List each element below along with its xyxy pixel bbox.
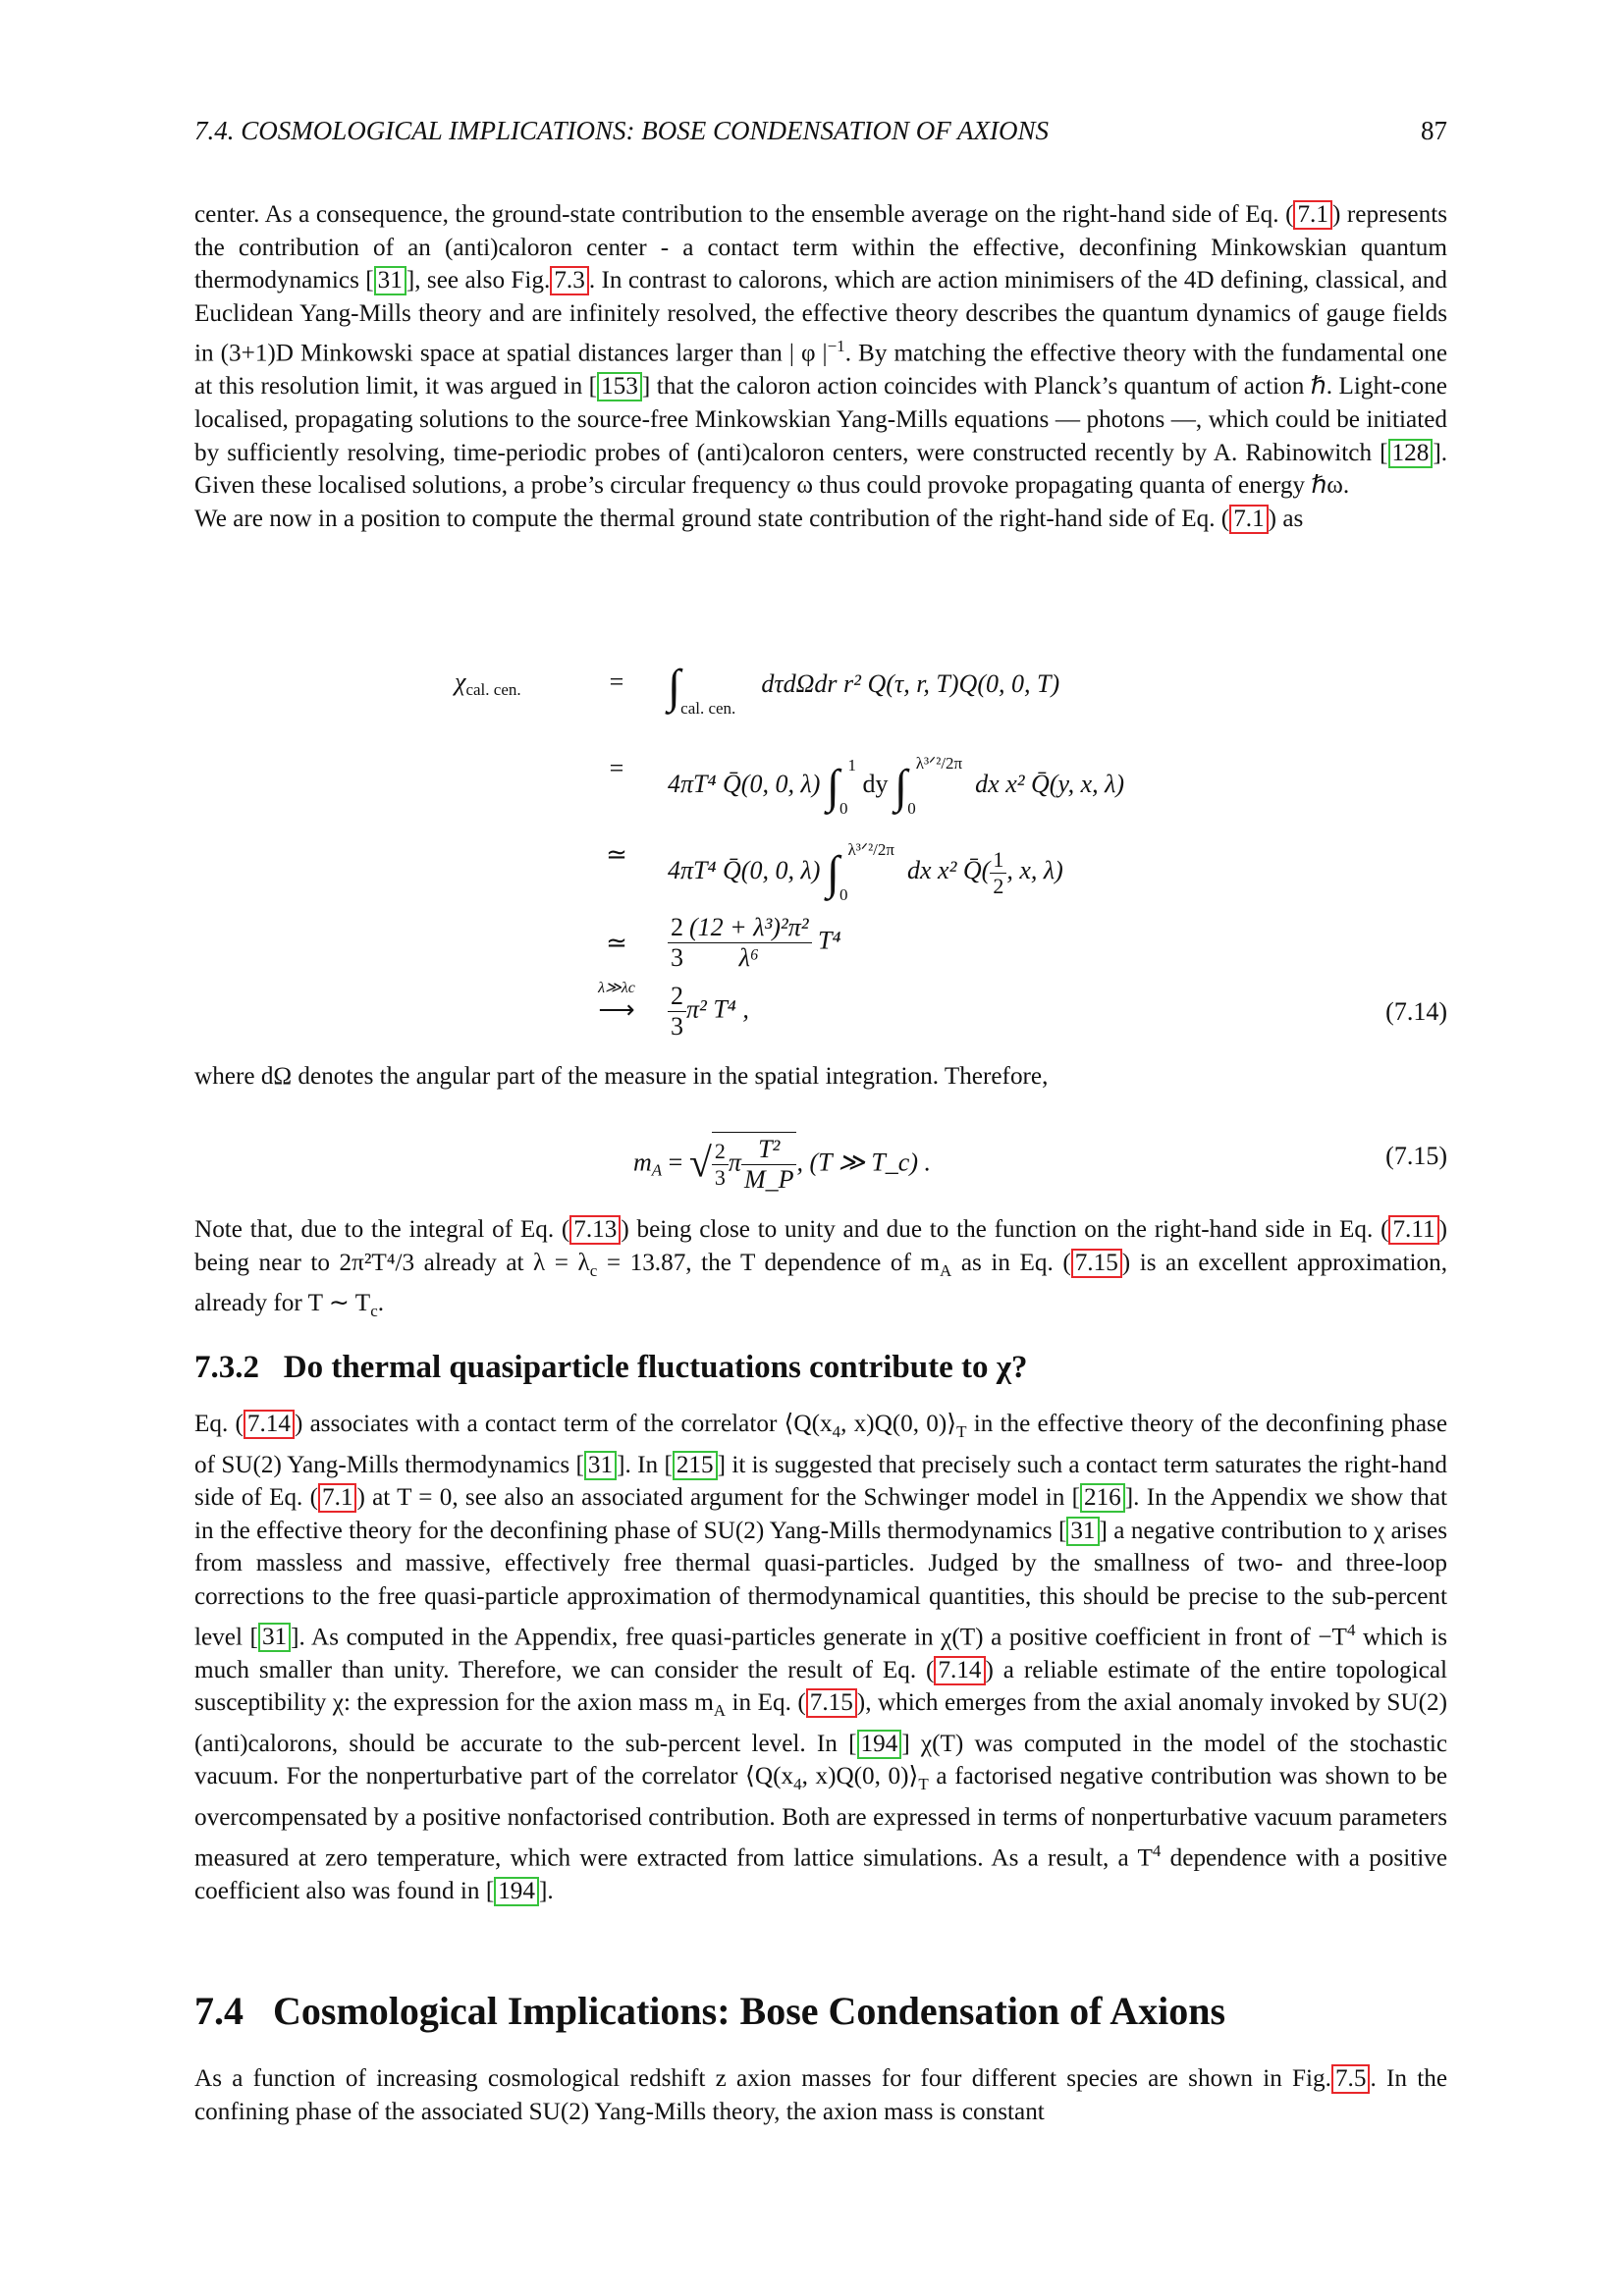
text: a factorised negative contribution was shown to be overcompensated by a positive nonfactorised contribution. Both are expressed in terms of nonperturbative vacuum parameters measured at zero temperature, which were extracted from lattice simulations. As a result, a T bbox=[194, 1763, 1447, 1871]
text: in Eq. bbox=[726, 1689, 798, 1717]
text: which is much smaller than unity. Therefore, we can consider the result of Eq. bbox=[194, 1623, 1447, 1683]
equation-7-15 bbox=[194, 1114, 1447, 1202]
text: . In the confining phase of the associated SU(2) Yang-Mills theory, the axion mass is constant bbox=[194, 2065, 1447, 2125]
section-number: 7.4 bbox=[194, 1989, 244, 2033]
eq-ref-link[interactable]: 7.1 bbox=[318, 1483, 356, 1513]
text: in the effective theory of the deconfining phase of SU(2) Yang-Mills thermodynamics bbox=[194, 1411, 1447, 1478]
text: dependence with a positive coefficient also was found in bbox=[194, 1844, 1447, 1904]
citation-link[interactable]: 31 bbox=[1066, 1517, 1099, 1546]
page-number: 87 bbox=[1421, 116, 1447, 145]
superscript: −1 bbox=[827, 337, 845, 356]
equation-7-14 bbox=[194, 648, 1447, 1041]
eq-relation: = bbox=[609, 754, 624, 782]
text: = 13.87, the T dependence of m bbox=[597, 1249, 940, 1276]
text: χ(T) was computed in the model of the stochastic vacuum. For the nonperturbative part of the correlator ⟨Q(x bbox=[194, 1730, 1447, 1790]
equation-number: (7.15) bbox=[1385, 1142, 1447, 1170]
text: as bbox=[1276, 505, 1304, 532]
eq-rhs: $\int_{cal. cen.}$ dτdΩdr r² Q(τ, r, T)Q(0, 0, T) bbox=[668, 661, 1060, 718]
text: . As computed in the Appendix, free quasi-particles generate in χ(T) a positive coefficient in front of −T bbox=[298, 1623, 1347, 1650]
section-number: 7.3.2 bbox=[194, 1350, 259, 1385]
citation-link[interactable]: 31 bbox=[374, 266, 406, 295]
eq-ref-link[interactable]: 7.15 bbox=[1071, 1249, 1122, 1278]
citation-link[interactable]: 194 bbox=[857, 1730, 902, 1759]
section-title: Do thermal quasiparticle fluctuations contribute to χ? bbox=[283, 1350, 1028, 1385]
text: center. As a consequence, the ground-state contribution to the ensemble average on the right-hand side of Eq. bbox=[194, 201, 1286, 228]
text: Note that, due to the integral of Eq. bbox=[194, 1216, 562, 1243]
text: . By matching the effective theory with the fundamental one at this resolution limit, it was argued in bbox=[194, 340, 1448, 400]
eq-relation: ≃ bbox=[606, 840, 627, 869]
eq-relation: ≃ bbox=[606, 929, 627, 957]
text: is an excellent approximation, already for T ∼ T bbox=[194, 1249, 1448, 1317]
paragraph-cosmology bbox=[194, 2062, 1447, 2128]
eq-row: $m_A$ = √ $\frac{2}{3}$ π $\frac{\text{T²}}{M\_P}$ , (T ≫ T_c) . bbox=[633, 1132, 1448, 1195]
text: being near to 2π²T⁴/3 already at λ = λ bbox=[194, 1249, 590, 1276]
text: Eq. bbox=[194, 1411, 236, 1437]
text: . In contrast to calorons, which are action minimisers of the 4D defining, classical, and Euclidean Yang-Mills theory and are infinitely resolved, the effective theory describes the quantum dynamics of gauge fields in (3+1)D Minkowski space at spatial distances larger than | φ | bbox=[194, 267, 1447, 367]
text: a negative contribution to χ arises from massless and massive, effectively free thermal quasi-particles. Judged by the smallness of two- and three-loop corrections to the free quasi-particle approximation of thermodynamical quantities, this should be precise to the sub-percent level bbox=[194, 1517, 1447, 1650]
text: at T = 0, see also an associated argument for the Schwinger model in bbox=[364, 1484, 1072, 1512]
eq-ref-link[interactable]: 7.1 bbox=[1229, 505, 1268, 534]
text: associates with a contact term of the correlator ⟨Q(x bbox=[302, 1411, 833, 1437]
eq-ref-link: ( bbox=[1285, 201, 1294, 228]
citation-link[interactable]: 216 bbox=[1080, 1483, 1125, 1513]
section-heading-7-4 bbox=[194, 1988, 1225, 2034]
citation-link[interactable]: 31 bbox=[584, 1451, 617, 1480]
paragraph-note: Note that, due to the integral of Eq. ( 7.13 ) being close to unity and due to the function on the right-hand side in Eq. ( 7.11 ) being near to 2π²T⁴/3 already at $\lambda = \lambda_c = 13.87$, the T dependence of $m_A$ as in Eq. ( 7.15 ) is an excellent approximation, already for T ∼ $T_c$. bbox=[194, 1216, 1448, 1321]
eq-relation-limit: λ≫λc bbox=[598, 980, 635, 996]
eq-rhs: $\frac{2}{3}$ π² T⁴ , bbox=[668, 982, 749, 1041]
paragraph-caloron-center: center. As a consequence, the ground-state contribution to the ensemble average on the right-hand side of Eq. ( 7.1 ) represents the contribution of an (anti)caloron center - a contact term within the effective, deconfining Minkowskian quantum thermodynamics [ 31 ], see also Fig. 7.3 . In contrast to calorons, which are action minimisers of the 4D defining, classical, and Euclidean Yang-Mills theory and are infinitely resolved, the effective theory describes the quantum dynamics of gauge fields in (3+1)D Minkowski space at spatial distances larger than | φ $|^{-1}$. By matching the effective theory with the fundamental one at this resolution limit, it was argued in [ 153 ] that the caloron action coincides with Planck’s quantum of action ℏ. Light-cone localised, propagating solutions to the source-free Minkowskian Yang-Mills equations — photons —, which could be initiated by sufficiently resolving, time-periodic probes of (anti)caloron centers, were constructed recently by A. Rabinowitch [ 128 ]. Given these localised solutions, a probe’s circular frequency ω thus could provoke propagating quanta of energy ℏω. We are now in a position to compute the thermal ground state contribution of the right-hand side of Eq. ( 7.1 ) as bbox=[194, 201, 1448, 532]
eq-ref-link[interactable]: 7.11 bbox=[1388, 1215, 1438, 1245]
text: . Given these localised solutions, a probe’s circular frequency ω thus could provoke propagating quanta of energy ℏω. bbox=[194, 439, 1447, 500]
running-title: 7.4. COSMOLOGICAL IMPLICATIONS: BOSE CONDENSATION OF AXIONS bbox=[194, 116, 1050, 145]
eq-ref-link[interactable]: 7.15 bbox=[806, 1688, 857, 1718]
text: . In the Appendix we show that in the effective theory for the deconfining phase of SU(2) Yang-Mills thermodynamics bbox=[194, 1484, 1447, 1544]
text: , see also Fig. bbox=[414, 267, 551, 294]
eq-ref-link[interactable]: 7.1 bbox=[1293, 200, 1331, 230]
equation-number: (7.14) bbox=[1385, 997, 1447, 1026]
eq-relation: ⟶ bbox=[598, 995, 635, 1024]
eq-relation: = bbox=[609, 667, 624, 696]
paragraph-quasiparticle: Eq. ( 7.14 ) associates with a contact term of the correlator $⟨Q(x_4$, x)Q(0, $0)⟩_T$ in the effective theory of the deconfining phase of SU(2) Yang-Mills thermodynamics [ 31 ]. In [ 215 ] it is suggested that precisely such a contact term saturates the right-hand side of Eq. ( 7.1 ) at T = 0, see also an associated argument for the Schwinger model in [ 216 ]. In the Appendix we show that in the effective theory for the deconfining phase of SU(2) Yang-Mills thermodynamics [ 31 ] a negative contribution to χ arises from massless and massive, effectively free thermal quasi-particles. Judged by the smallness of two- and three-loop corrections to the free quasi-particle approximation of thermodynamical quantities, this should be precise to the sub-percent level [ 31 ]. As computed in the Appendix, free quasi-particles generate in χ(T) a positive coefficient in front of $-T^4$ which is much smaller than unity. Therefore, we can consider the result of Eq. ( 7.14 ) a reliable estimate of the entire topological susceptibility χ: the expression for the axion mass $m_A$ in Eq. ( 7.15 ), which emerges from the axial anomaly invoked by SU(2) (anti)calorons, should be accurate to the sub-percent level. In [ 194 ] χ(T) was computed in the model of the stochastic vacuum. For the nonperturbative part of the correlator $⟨Q(x_4$, x)Q(0, $0)⟩_T$ a factorised negative contribution was shown to be overcompensated by a positive nonfactorised contribution. Both are expressed in terms of nonperturbative vacuum parameters measured at zero temperature, which were extracted from lattice simulations. As a result, a $T^4$ dependence with a positive coefficient also was found in [ 194 ]. bbox=[194, 1411, 1447, 1904]
text: . In bbox=[624, 1451, 665, 1478]
text: represents the contribution of an (anti)caloron center - a contact term within the effective, deconfining Minkowskian quantum thermodynamics bbox=[194, 201, 1447, 294]
eq-rhs: $\frac{2}{3}$ $\frac{\text{(12 + λ³)²π²}}{\text{λ⁶}}$ T⁴ bbox=[668, 913, 841, 973]
figure-ref-link[interactable]: 7.5 bbox=[1331, 2064, 1370, 2094]
text: it is suggested that precisely such a contact term saturates the right-hand side of Eq. bbox=[194, 1451, 1447, 1512]
eq-ref-link[interactable]: 7.13 bbox=[569, 1215, 621, 1245]
citation-link[interactable]: 194 bbox=[494, 1877, 539, 1906]
text: as in Eq. bbox=[951, 1249, 1063, 1276]
text: that the caloron action coincides with Planck’s quantum of action ℏ. Light-cone localised, propagating solutions to the source-free Minkowskian Yang-Mills equations — photons —, which could be initiated by sufficiently resolving, time-periodic probes of (anti)caloron centers, were constructed recently by A. Rabinowitch bbox=[194, 373, 1447, 466]
citation-link[interactable]: 215 bbox=[673, 1451, 718, 1480]
eq-ref-link[interactable]: 7.14 bbox=[934, 1656, 985, 1685]
eq-ref-link[interactable]: 7.14 bbox=[244, 1410, 295, 1439]
text: As a function of increasing cosmological redshift z axion masses for four different species are shown in Fig. bbox=[194, 2065, 1331, 2092]
text: We are now in a position to compute the thermal ground state contribution of the right-hand side of Eq. bbox=[194, 505, 1221, 532]
text: being close to unity and due to the function on the right-hand side in Eq. bbox=[628, 1216, 1381, 1243]
text: , x)Q(0, 0)⟩ bbox=[840, 1411, 957, 1437]
running-header bbox=[194, 116, 1447, 155]
section-title: Cosmological Implications: Bose Condensation of Axions bbox=[273, 1989, 1226, 2033]
paragraph-angular-measure bbox=[194, 1060, 1447, 1094]
text: where dΩ denotes the angular part of the measure in the spatial integration. Therefore, bbox=[194, 1063, 1049, 1090]
text: , which emerges from the axial anomaly invoked by SU(2) (anti)calorons, should be accurate to the sub-percent level. In bbox=[194, 1689, 1447, 1757]
section-heading-7-3-2 bbox=[194, 1350, 1027, 1386]
text: , x)Q(0, 0)⟩ bbox=[801, 1763, 919, 1790]
citation-link[interactable]: 153 bbox=[597, 372, 642, 401]
eq-rhs: 4πT⁴ Q̄(0, 0, λ) $\int_0^1$ dy $\int_0^{\lambda^3ᐟ^2/2\pi}$ dx x² Q̄(y, x, λ) bbox=[668, 754, 1125, 818]
citation-link[interactable]: 31 bbox=[258, 1623, 291, 1652]
figure-ref-link[interactable]: 7.3 bbox=[550, 266, 588, 295]
eq-lhs: $\chi_{cal. cen.}$ bbox=[455, 667, 521, 699]
eq-rhs: 4πT⁴ Q̄(0, 0, λ) $\int_0^{\lambda^3ᐟ^2/2\pi}$ dx x² Q̄( $\frac{1}{2}$ , x, λ) bbox=[668, 840, 1063, 904]
citation-link[interactable]: 128 bbox=[1388, 439, 1434, 468]
text: a reliable estimate of the entire topological susceptibility χ: the expression for the axion mass m bbox=[194, 1656, 1447, 1717]
